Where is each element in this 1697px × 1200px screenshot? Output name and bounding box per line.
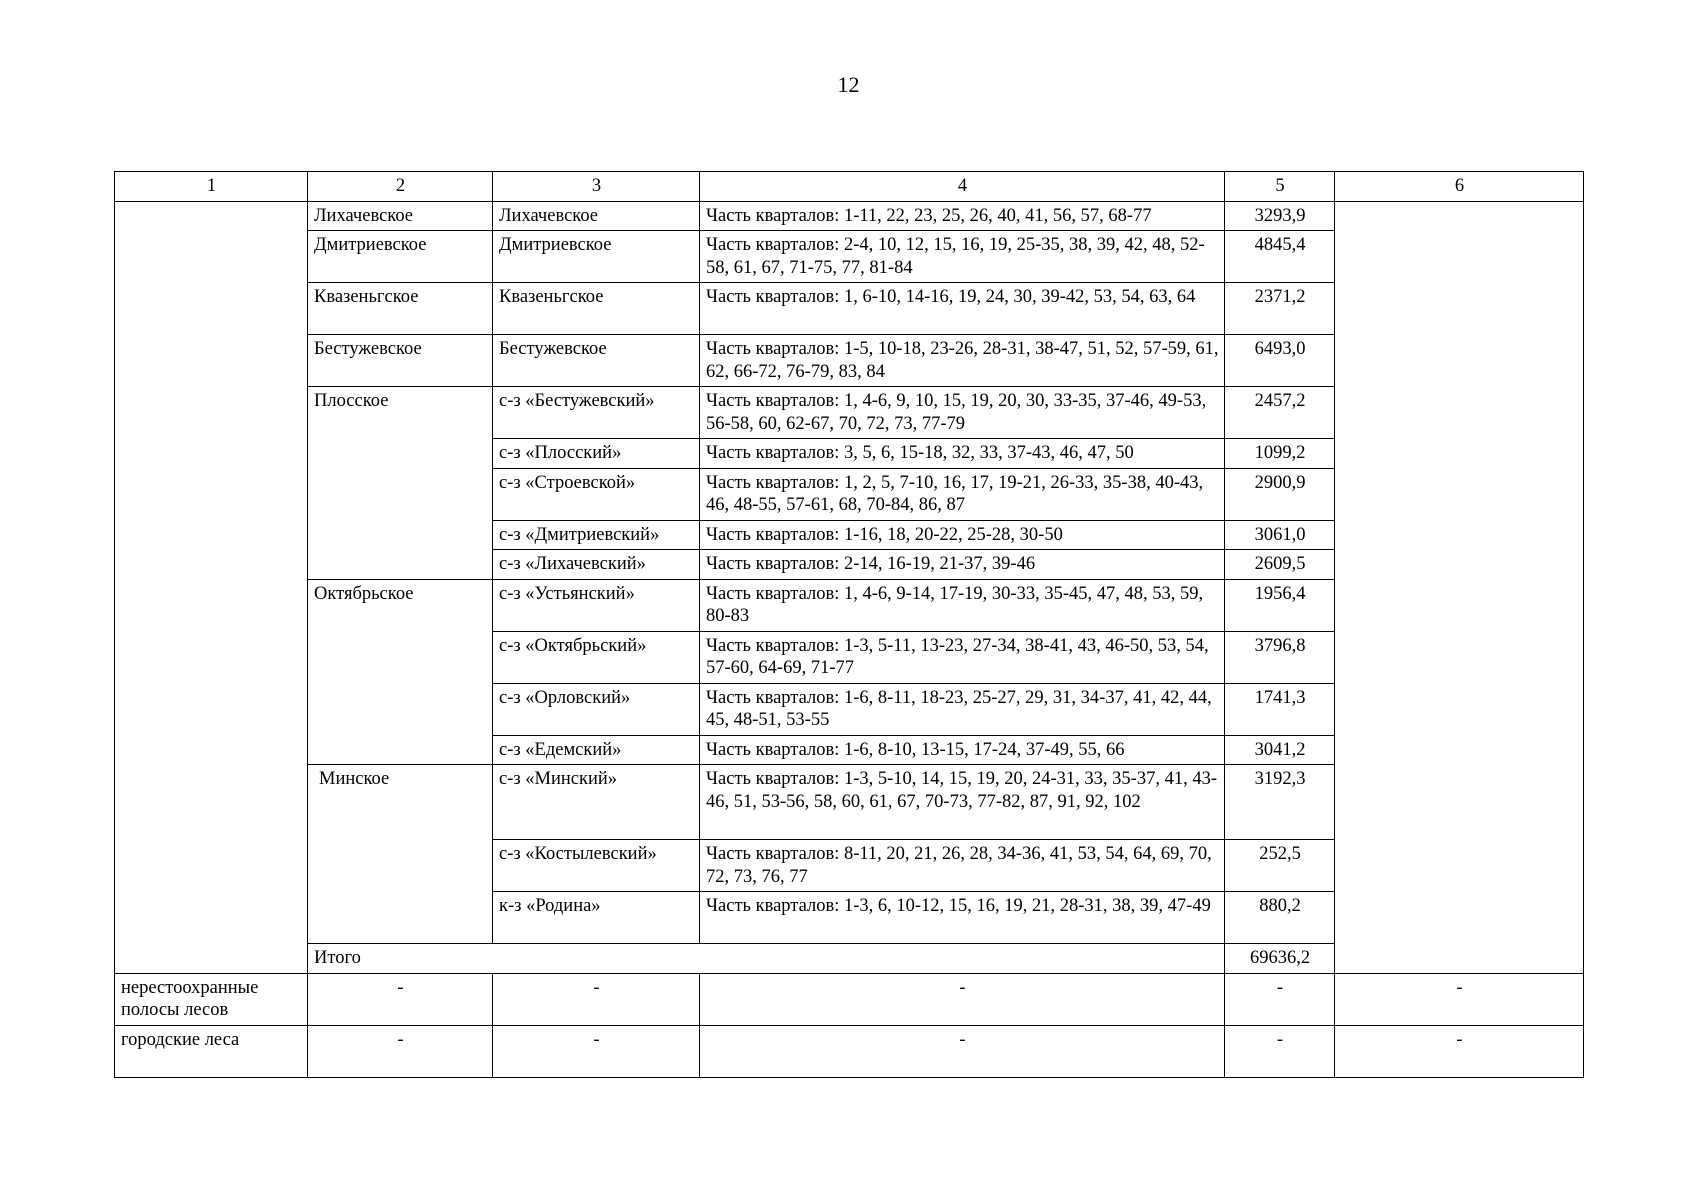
category-cell: [115, 201, 308, 973]
quarters-cell: Часть кварталов: 1-3, 6, 10-12, 15, 16, 19, 21, 28-31, 38, 39, 47-49: [700, 892, 1225, 944]
dash-cell: -: [493, 1025, 700, 1077]
district-cell: Минское: [308, 765, 493, 944]
forestry-cell: с-з «Строевской»: [493, 468, 700, 520]
district-cell: Дмитриевское: [308, 231, 493, 283]
district-cell: Бестужевское: [308, 335, 493, 387]
quarters-cell: Часть кварталов: 1-11, 22, 23, 25, 26, 40, 41, 56, 57, 68-77: [700, 201, 1225, 231]
forestry-cell: с-з «Орловский»: [493, 683, 700, 735]
district-cell: Плосское: [308, 387, 493, 580]
quarters-cell: Часть кварталов: 1, 4-6, 9-14, 17-19, 30-33, 35-45, 47, 48, 53, 59, 80-83: [700, 579, 1225, 631]
total-label: Итого: [308, 944, 1225, 974]
quarters-cell: Часть кварталов: 2-14, 16-19, 21-37, 39-46: [700, 550, 1225, 580]
header-cell: 2: [308, 172, 493, 202]
quarters-cell: Часть кварталов: 1-16, 18, 20-22, 25-28, 30-50: [700, 520, 1225, 550]
forestry-cell: с-з «Минский»: [493, 765, 700, 840]
dash-cell: -: [1225, 1025, 1335, 1077]
forestry-cell: с-з «Лихачевский»: [493, 550, 700, 580]
area-cell: 1956,4: [1225, 579, 1335, 631]
forestry-cell: с-з «Бестужевский»: [493, 387, 700, 439]
area-cell: 3293,9: [1225, 201, 1335, 231]
page-number: 12: [837, 72, 860, 97]
area-cell: 2900,9: [1225, 468, 1335, 520]
header-cell: 1: [115, 172, 308, 202]
quarters-cell: Часть кварталов: 1-3, 5-10, 14, 15, 19, 20, 24-31, 33, 35-37, 41, 43-46, 51, 53-56, 58, 60, 61, 67, 70-73, 77-82, 87, 91, 92, 102: [700, 765, 1225, 840]
total-value: 69636,2: [1225, 944, 1335, 974]
area-cell: 1741,3: [1225, 683, 1335, 735]
forestry-cell: Лихачевское: [493, 201, 700, 231]
area-cell: 3061,0: [1225, 520, 1335, 550]
district-cell: Квазеньгское: [308, 283, 493, 335]
quarters-cell: Часть кварталов: 1-3, 5-11, 13-23, 27-34, 38-41, 43, 46-50, 53, 54, 57-60, 64-69, 71-77: [700, 631, 1225, 683]
area-cell: 880,2: [1225, 892, 1335, 944]
category-cell: нерестоохранные полосы лесов: [115, 973, 308, 1025]
quarters-cell: Часть кварталов: 3, 5, 6, 15-18, 32, 33, 37-43, 46, 47, 50: [700, 439, 1225, 469]
dash-cell: -: [308, 1025, 493, 1077]
table-row: [115, 1025, 1584, 1077]
area-cell: 2609,5: [1225, 550, 1335, 580]
quarters-cell: Часть кварталов: 1, 4-6, 9, 10, 15, 19, 20, 30, 33-35, 37-46, 49-53, 56-58, 60, 62-67, 70, 72, 73, 77-79: [700, 387, 1225, 439]
area-cell: 1099,2: [1225, 439, 1335, 469]
quarters-cell: Часть кварталов: 1, 2, 5, 7-10, 16, 17, 19-21, 26-33, 35-38, 40-43, 46, 48-55, 57-61, 68, 70-84, 86, 87: [700, 468, 1225, 520]
forestry-cell: с-з «Дмитриевский»: [493, 520, 700, 550]
dash-cell: -: [493, 973, 700, 1025]
quarters-cell: Часть кварталов: 1-5, 10-18, 23-26, 28-31, 38-47, 51, 52, 57-59, 61, 62, 66-72, 76-79, 83, 84: [700, 335, 1225, 387]
header-row: [115, 172, 1584, 202]
dash-cell: -: [700, 1025, 1225, 1077]
table-row: [115, 201, 1584, 231]
forestry-cell: Бестужевское: [493, 335, 700, 387]
header-cell: 5: [1225, 172, 1335, 202]
dash-cell: -: [1225, 973, 1335, 1025]
note-cell: [1335, 201, 1584, 973]
area-cell: 2371,2: [1225, 283, 1335, 335]
area-cell: 3796,8: [1225, 631, 1335, 683]
quarters-cell: Часть кварталов: 2-4, 10, 12, 15, 16, 19, 25-35, 38, 39, 42, 48, 52-58, 61, 67, 71-75, 77, 81-84: [700, 231, 1225, 283]
quarters-cell: Часть кварталов: 1-6, 8-10, 13-15, 17-24, 37-49, 55, 66: [700, 735, 1225, 765]
dash-cell: -: [308, 973, 493, 1025]
forestry-cell: с-з «Октябрьский»: [493, 631, 700, 683]
area-cell: 4845,4: [1225, 231, 1335, 283]
quarters-cell: Часть кварталов: 8-11, 20, 21, 26, 28, 34-36, 41, 53, 54, 64, 69, 70, 72, 73, 76, 77: [700, 840, 1225, 892]
area-cell: 6493,0: [1225, 335, 1335, 387]
quarters-cell: Часть кварталов: 1-6, 8-11, 18-23, 25-27, 29, 31, 34-37, 41, 42, 44, 45, 48-51, 53-55: [700, 683, 1225, 735]
header-cell: 3: [493, 172, 700, 202]
table-row: [115, 973, 1584, 1025]
forest-table: [114, 171, 1584, 1078]
header-cell: 4: [700, 172, 1225, 202]
dash-cell: -: [1335, 1025, 1584, 1077]
area-cell: 2457,2: [1225, 387, 1335, 439]
quarters-cell: Часть кварталов: 1, 6-10, 14-16, 19, 24, 30, 39-42, 53, 54, 63, 64: [700, 283, 1225, 335]
area-cell: 3192,3: [1225, 765, 1335, 840]
forestry-cell: с-з «Едемский»: [493, 735, 700, 765]
district-cell: Лихачевское: [308, 201, 493, 231]
area-cell: 3041,2: [1225, 735, 1335, 765]
district-cell: Октябрьское: [308, 579, 493, 765]
header-cell: 6: [1335, 172, 1584, 202]
forestry-cell: с-з «Устьянский»: [493, 579, 700, 631]
dash-cell: -: [700, 973, 1225, 1025]
dash-cell: -: [1335, 973, 1584, 1025]
forestry-cell: с-з «Костылевский»: [493, 840, 700, 892]
forestry-cell: Квазеньгское: [493, 283, 700, 335]
area-cell: 252,5: [1225, 840, 1335, 892]
category-cell: городские леса: [115, 1025, 308, 1077]
forestry-cell: к-з «Родина»: [493, 892, 700, 944]
forestry-cell: с-з «Плосский»: [493, 439, 700, 469]
forestry-cell: Дмитриевское: [493, 231, 700, 283]
